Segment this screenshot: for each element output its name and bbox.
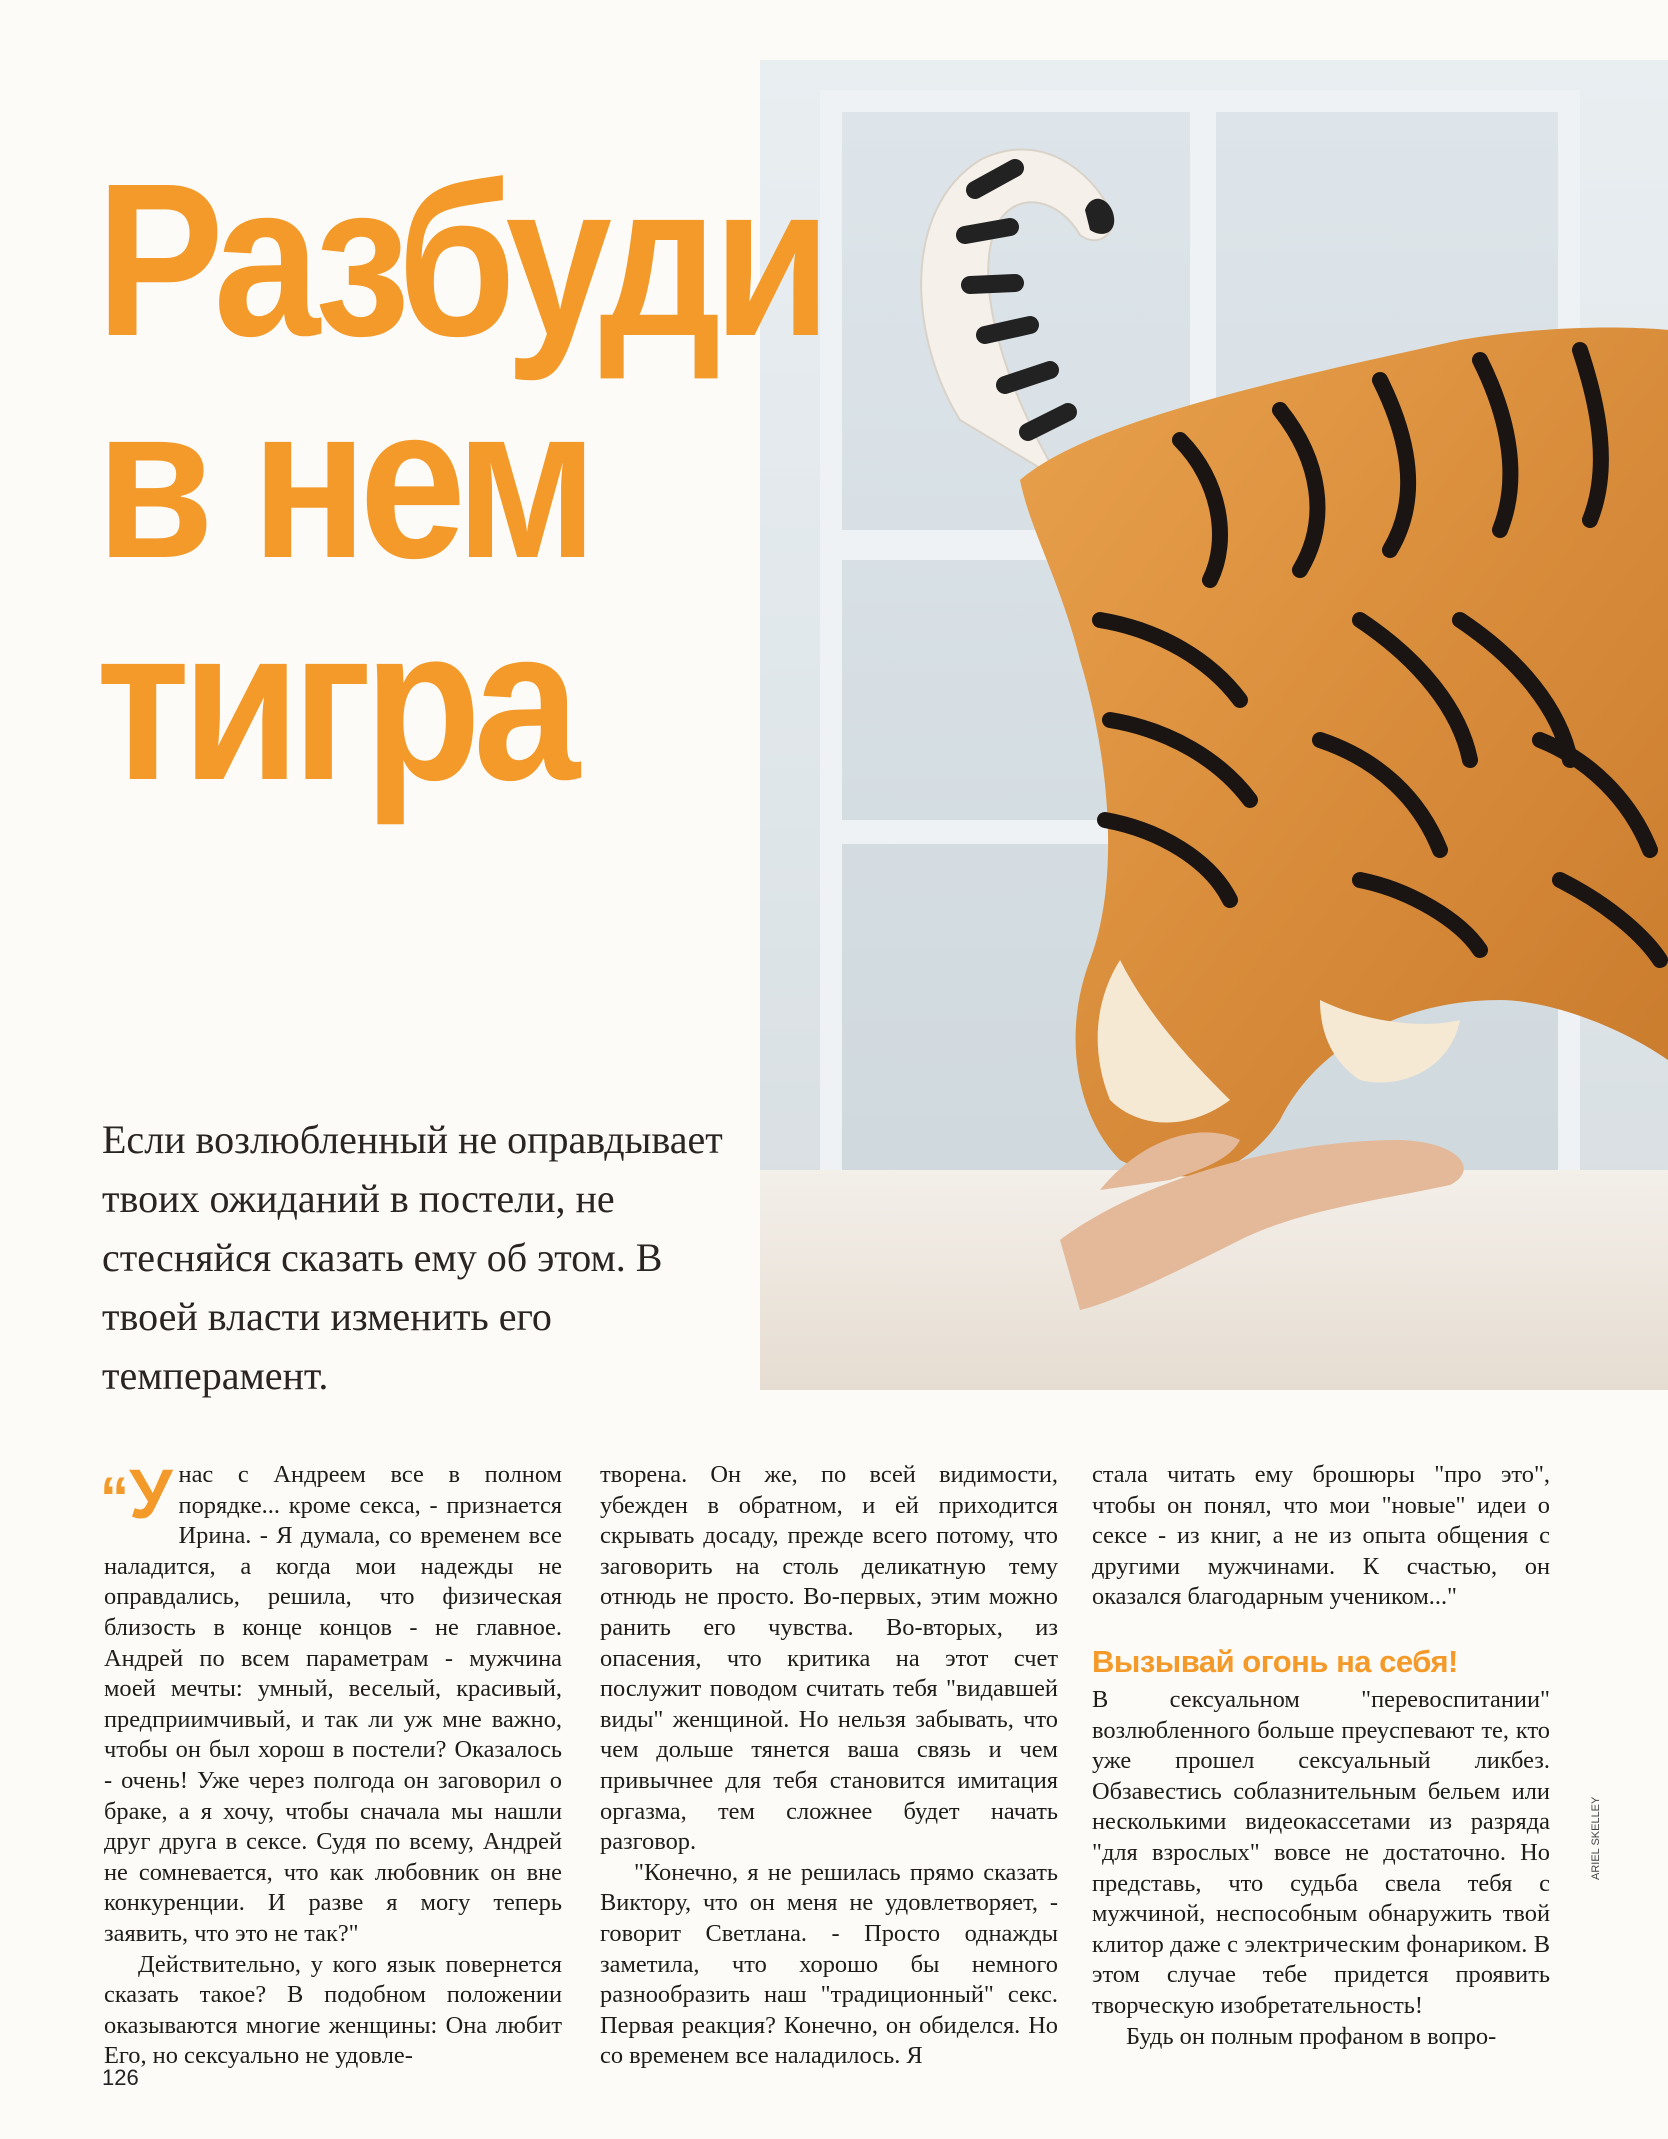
article-paragraph: Действительно, у кого язык повернется сказать такое? В подобном положении оказываются многие женщины: Она любит Его, но сексуально не удовле- bbox=[104, 1950, 562, 2070]
article-paragraph: "Конечно, я не решилась прямо сказать Виктору, что он меня не удовлетворяет, - говорит Светлана. - Просто однажды заметила, что хорошо бы немного разнообразить наш "традиционный" секс. Первая реакция? Конечно, он обиделся. Но со временем все наладилось. Я bbox=[600, 1858, 1058, 2070]
article-column bbox=[600, 1460, 1058, 2072]
page-number: 126 bbox=[102, 2065, 139, 2090]
headline bbox=[96, 139, 824, 826]
article-column bbox=[1092, 1460, 1550, 2052]
section-subheading: Вызывай огонь на себя! bbox=[1092, 1643, 1458, 1679]
article-paragraph: творена. Он же, по всей видимости, убежден в обратном, и ей приходится скрывать досаду, прежде всего потому, что заговорить на столь деликатную тему отнюдь не просто. Во-первых, этим можно ранить его чувства. Во-вторых, из опасения, что критика на этот счет послужит поводом считать тебя "видавшей виды" женщиной. Но нельзя забывать, что чем дольше тянется ваша связь и чем привычнее для тебя становится имитация оргазма, тем сложнее будет начать разговор. bbox=[600, 1461, 1058, 1856]
article-paragraph: Будь он полным профаном в вопро- bbox=[1126, 2022, 1497, 2050]
article-paragraph: стала читать ему брошюры "про это", чтобы он понял, что мои "новые" идеи о сексе - из книг, а не из опыта общения с другими мужчинами. К счастью, он оказался благодарным учеником..." bbox=[1092, 1461, 1550, 1611]
lead-paragraph: Если возлюбленный не оправдывает твоих ожиданий в постели, не стесняйся сказать ему об этом. В твоей власти изменить его темперамент. bbox=[102, 1117, 723, 1398]
headline-line: Разбуди bbox=[96, 139, 824, 382]
dropcap: “У bbox=[100, 1455, 173, 1533]
article-paragraph: “У нас с Андреем все в полном порядке... кроме секса, - признается Ирина. - Я думала, со временем все наладится, а когда мои надежды не оправдались, решила, что физическая близость в конце концов - не главное. Андрей по всем параметрам - мужчина моей мечты: умный, веселый, красивый, предприимчивый, и так ли уж мне важно, чтобы он был хорош в постели? Оказалось - очень! Уже через полгода он заговорил о браке, а я хочу, чтобы сначала мы нашли друг друга в сексе. Судя по всему, Андрей не сомневается, что как любовник он вне конкуренции. И разве я могу теперь заявить, что это не так?" bbox=[100, 1455, 562, 1947]
photo-credit: ARIEL SKELLEY bbox=[1590, 1796, 1602, 1880]
tiger-illustration bbox=[760, 60, 1668, 1390]
headline-line: в нем bbox=[96, 361, 590, 604]
article-paragraph: В сексуальном "перевоспитании" возлюбленного больше преуспевают те, кто уже прошел сексуальный ликбез. Обзавестись соблазнительным бельем или несколькими видеокассетами из разряда "для взрослых" вовсе не достаточно. Но представь, что судьба свела тебя с мужчиной, неспособным обнаружить твой клитор даже с электрическим фонариком. В этом случае тебе придется проявить творческую изобретательность! bbox=[1092, 1685, 1550, 2019]
tiger-photo bbox=[760, 60, 1668, 1390]
article-column bbox=[100, 1455, 562, 2072]
headline-line: тигра bbox=[96, 583, 573, 826]
